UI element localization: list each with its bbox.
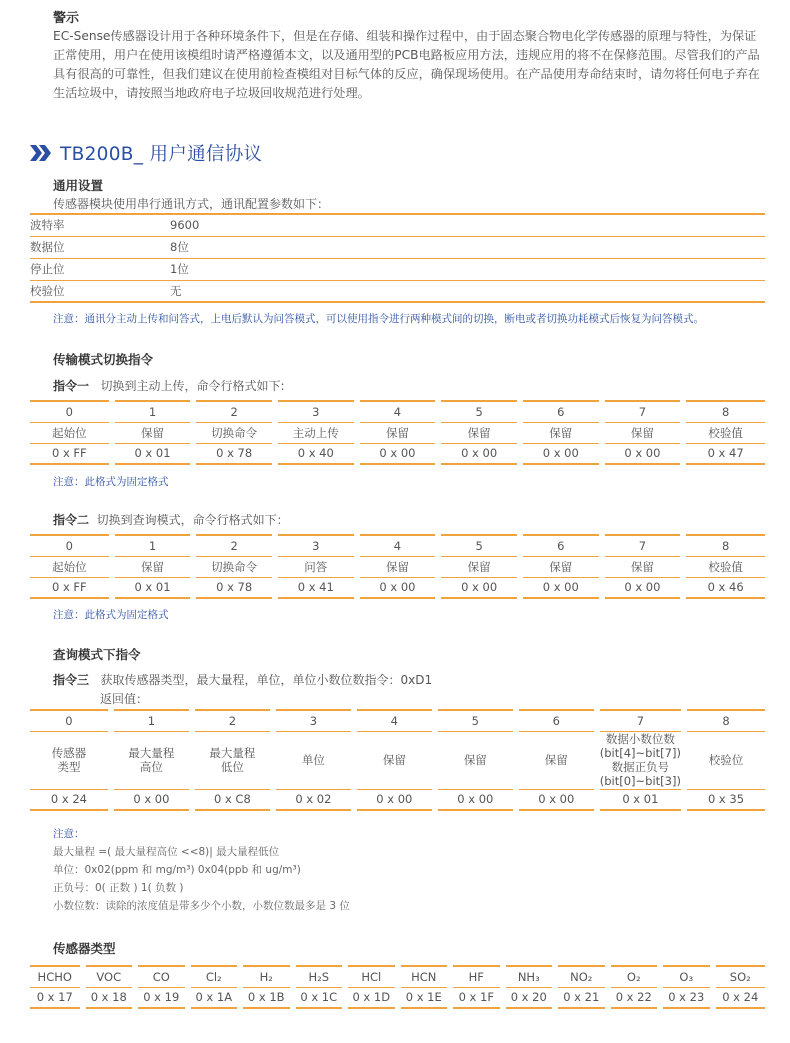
byte-index: 2 [192,710,273,731]
cmd3-desc: 获取传感器类型，最大量程，单位，单位小数位数指令：0xD1 [100,673,433,687]
byte-name: 保留 [357,422,439,443]
byte-name: 保留 [112,556,194,577]
byte-index: 1 [112,535,194,556]
byte-name: 校验值 [683,556,765,577]
sensor-type-name: HCN [398,966,451,987]
byte-name: 切换命令 [193,556,275,577]
sensor-type-code: 0 x 22 [608,987,661,1008]
byte-value: 0 x 35 [684,789,765,810]
note-line: 小数位数：读除的浓度值是带多少个小数，小数位数最多是 3 位 [53,900,350,912]
cmd1-desc: 切换到主动上传，命令行格式如下: [100,379,285,393]
byte-name: 传感器 类型 [30,731,111,789]
byte-value: 0 x 47 [683,443,765,464]
general-note: 注意：通讯分主动上传和问答式，上电后默认为问答模式，可以使用指令进行两种模式间的切换，断电或者切换功耗模式后恢复为问答模式。 [53,313,704,325]
sensor-type-code: 0 x 1B [240,987,293,1008]
byte-index: 6 [520,401,602,422]
config-value: 1位 [150,258,765,280]
cmd1-label: 指令一 [53,379,90,393]
cmd2-line [53,511,289,528]
sensor-types-title: 传感器类型 [53,941,116,956]
byte-index: 8 [684,710,765,731]
byte-index: 6 [516,710,597,731]
sensor-type-name: O₃ [660,966,713,987]
byte-index: 7 [597,710,684,731]
byte-value: 0 x 46 [683,577,765,598]
note-line: 正负号：0( 正数 ) 1( 负数 ) [53,882,184,894]
cmd1-table [30,400,765,465]
sensor-types-row-names [30,966,765,987]
byte-index: 0 [30,535,112,556]
byte-index: 5 [438,535,520,556]
byte-name: 单位 [273,731,354,789]
sensor-type-name: HCHO [30,966,83,987]
sensor-types-table [30,965,765,1009]
config-key: 校验位 [30,280,150,302]
note-line: 单位：0x02(ppm 和 mg/m³) 0x04(ppb 和 ug/m³) [53,864,301,876]
byte-name: 最大量程 低位 [192,731,273,789]
byte-value: 0 x 41 [275,577,357,598]
cmd3-body-row-names [30,731,765,789]
sensor-types-row-codes [30,987,765,1008]
byte-value: 0 x 00 [435,789,516,810]
byte-value: 0 x FF [30,577,112,598]
byte-value: 0 x 01 [112,443,194,464]
cmd3-line [53,671,432,688]
byte-name: 保留 [602,422,684,443]
sensor-type-code: 0 x 1E [398,987,451,1008]
sensor-type-code: 0 x 23 [660,987,713,1008]
note-line: 最大量程 =( 最大量程高位 <<8)| 最大量程低位 [53,846,280,858]
config-key: 停止位 [30,258,150,280]
byte-index: 4 [354,710,435,731]
query-notes [53,825,350,915]
byte-value: 0 x FF [30,443,112,464]
byte-value: 0 x 00 [520,577,602,598]
cmd2-note: 注意：此格式为固定格式 [53,609,169,621]
byte-name: 保留 [520,556,602,577]
sensor-type-code: 0 x 17 [30,987,83,1008]
byte-value: 0 x 78 [193,443,275,464]
config-key: 波特率 [30,214,150,236]
byte-value: 0 x 01 [112,577,194,598]
byte-value: 0 x 00 [357,577,439,598]
byte-index: 5 [438,401,520,422]
byte-name: 保留 [354,731,435,789]
byte-name: 保留 [438,422,520,443]
double-chevron-icon [30,145,52,161]
byte-name: 起始位 [30,556,112,577]
cmd3-body-row-index [30,710,765,731]
byte-name: 保留 [602,556,684,577]
query-title: 查询模式下指令 [53,647,141,662]
byte-value: 0 x 01 [597,789,684,810]
sensor-type-name: HF [450,966,503,987]
section-heading [30,140,262,166]
byte-name: 保留 [516,731,597,789]
byte-index: 8 [683,401,765,422]
byte-value: 0 x 00 [516,789,597,810]
byte-value: 0 x 40 [275,443,357,464]
cmd1-body-row-index [30,401,765,422]
sensor-type-name: Cl₂ [188,966,241,987]
config-row [30,280,765,302]
byte-value: 0 x 00 [438,577,520,598]
sensor-type-name: O₂ [608,966,661,987]
byte-name: 保留 [357,556,439,577]
byte-value: 0 x 00 [111,789,192,810]
byte-value: 0 x 02 [273,789,354,810]
byte-index: 6 [520,535,602,556]
general-desc: 传感器模块使用串行通讯方式，通讯配置参数如下： [53,197,330,211]
sensor-type-name: HCl [345,966,398,987]
byte-value: 0 x 00 [520,443,602,464]
sensor-type-name: H₂ [240,966,293,987]
byte-name: 校验位 [684,731,765,789]
warning-title: 警示 [53,11,80,26]
byte-value: 0 x 00 [357,443,439,464]
sensor-type-code: 0 x 1D [345,987,398,1008]
byte-name: 主动上传 [275,422,357,443]
byte-index: 1 [111,710,192,731]
byte-value: 0 x 00 [438,443,520,464]
byte-index: 7 [602,535,684,556]
sensor-type-name: CO [135,966,188,987]
sensor-type-code: 0 x 20 [503,987,556,1008]
config-row [30,236,765,258]
sensor-type-name: NO₂ [555,966,608,987]
byte-value: 0 x 24 [30,789,111,810]
sensor-type-code: 0 x 21 [555,987,608,1008]
byte-name: 问答 [275,556,357,577]
byte-name: 起始位 [30,422,112,443]
byte-index: 7 [602,401,684,422]
byte-value: 0 x 00 [602,443,684,464]
byte-index: 3 [273,710,354,731]
cmd3-return-label: 返回值： [100,692,149,706]
sensor-type-code: 0 x 19 [135,987,188,1008]
byte-value: 0 x C8 [192,789,273,810]
cmd2-table [30,534,765,599]
sensor-type-code: 0 x 18 [83,987,136,1008]
byte-value: 0 x 78 [193,577,275,598]
general-title: 通用设置 [53,178,104,193]
notes-title: 注意： [53,828,85,840]
warning-text: EC-Sense传感器设计用于各种环境条件下，但是在存储、组装和操作过程中，由于固态聚合物电化学传感器的原理与特性，为保证正常使用，用户在使用该模组时请严格遵循本文，以及通用型的PCB电路板应用方法，违规应用的将不在保修范围。尽管我们的产品具有很高的可靠性，但我们建议在使用前检查模组对目标气体的反应，确保现场使用。在产品使用寿命结束时，请勿将任何电子弃在生活垃圾中，请按照当地政府电子垃圾回收规范进行处理。 [53,29,760,100]
byte-index: 4 [357,401,439,422]
byte-name: 保留 [438,556,520,577]
byte-value: 0 x 00 [354,789,435,810]
cmd3-label: 指令三 [53,673,90,687]
byte-index: 4 [357,535,439,556]
sensor-type-code: 0 x 1C [293,987,346,1008]
byte-value: 0 x 00 [602,577,684,598]
byte-name: 校验值 [683,422,765,443]
sensor-type-code: 0 x 24 [713,987,766,1008]
byte-index: 1 [112,401,194,422]
sensor-type-name: SO₂ [713,966,766,987]
config-value: 9600 [150,214,765,236]
cmd3-table [30,709,765,811]
byte-index: 2 [193,535,275,556]
config-value: 无 [150,280,765,302]
byte-index: 5 [435,710,516,731]
sensor-type-name: H₂S [293,966,346,987]
sensor-type-name: NH₃ [503,966,556,987]
byte-index: 0 [30,401,112,422]
byte-name: 最大量程 高位 [111,731,192,789]
config-table [30,213,765,303]
byte-name: 保留 [112,422,194,443]
cmd1-line [53,377,285,394]
byte-name: 保留 [520,422,602,443]
config-key: 数据位 [30,236,150,258]
config-row [30,214,765,236]
cmd2-desc: 切换到查询模式，命令行格式如下： [96,513,289,527]
byte-index: 0 [30,710,111,731]
byte-index: 8 [683,535,765,556]
cmd2-label: 指令二 [53,513,90,527]
cmd3-body-row-values [30,789,765,810]
config-row [30,258,765,280]
byte-name: 数据小数位数 (bit[4]~bit[7]) 数据正负号 (bit[0]~bit[3]) [597,731,684,789]
byte-name: 保留 [435,731,516,789]
cmd2-body-row-values [30,577,765,598]
cmd1-body-row-names [30,422,765,443]
switch-title: 传输模式切换指令 [53,352,154,367]
sensor-type-code: 0 x 1A [188,987,241,1008]
cmd1-note: 注意：此格式为固定格式 [53,476,169,488]
byte-index: 3 [275,401,357,422]
cmd1-body-row-values [30,443,765,464]
sensor-type-name: VOC [83,966,136,987]
config-value: 8位 [150,236,765,258]
cmd2-body-row-index [30,535,765,556]
sensor-type-code: 0 x 1F [450,987,503,1008]
byte-index: 3 [275,535,357,556]
byte-index: 2 [193,401,275,422]
section-title: TB200B_ 用户通信协议 [60,144,263,165]
byte-name: 切换命令 [193,422,275,443]
cmd2-body-row-names [30,556,765,577]
